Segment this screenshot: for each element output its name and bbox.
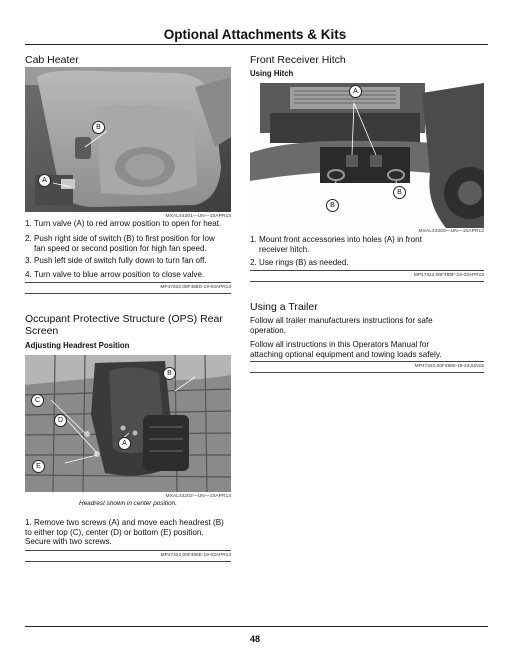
callout-b: B bbox=[163, 367, 176, 380]
cab-heater-photo bbox=[25, 67, 231, 212]
ops-screen-title: Occupant Protective Structure (OPS) Rear Screen bbox=[25, 313, 223, 337]
cab-heater-image-caption: MXAL44201—UN—10APR13 bbox=[165, 214, 231, 219]
ops-divider bbox=[25, 550, 231, 551]
ops-end-rule bbox=[25, 561, 231, 562]
trailer-para-1: Follow all trailer manufacturers instructions for safe operation. bbox=[250, 316, 433, 335]
trailer-para-2: Follow all instructions in this Operators Manual for attaching optional equipment and towing loads safely. bbox=[250, 340, 442, 359]
page-title: Optional Attachments & Kits bbox=[163, 27, 347, 42]
front-hitch-divider bbox=[250, 270, 484, 271]
cab-heater-step-4: 4. Turn valve to blue arrow position to close valve. bbox=[25, 270, 205, 279]
callout-a: A bbox=[349, 85, 362, 98]
callout-c: C bbox=[31, 394, 44, 407]
front-hitch-ref: MP47322,00F485F-19-03APR13 bbox=[413, 273, 484, 278]
callout-b: B bbox=[393, 186, 406, 199]
cab-heater-ref: MP47322,00F485D-19-03APR13 bbox=[160, 285, 231, 290]
cab-heater-title: Cab Heater bbox=[25, 54, 79, 66]
page-number: 48 bbox=[249, 634, 260, 644]
ops-image-subcaption: Headrest shown in center position. bbox=[78, 500, 178, 507]
trailer-title: Using a Trailer bbox=[250, 301, 318, 313]
callout-a: A bbox=[118, 437, 131, 450]
front-hitch-step-2: 2. Use rings (B) as needed. bbox=[250, 258, 349, 267]
callout-b: B bbox=[326, 199, 339, 212]
front-hitch-photo bbox=[250, 83, 484, 228]
cab-heater-end-rule bbox=[25, 293, 231, 294]
front-hitch-title: Front Receiver Hitch bbox=[250, 54, 346, 66]
trailer-end-rule bbox=[250, 372, 484, 373]
callout-b: B bbox=[92, 121, 105, 134]
ops-instruction: 1. Remove two screws (A) and move each headrest (B) to either top (C), center (D) or bottom (E) position. Secure with two screws. bbox=[25, 518, 224, 547]
cab-heater-step-1: 1. Turn valve (A) to red arrow position to open for heat. bbox=[25, 219, 222, 228]
callout-a: A bbox=[38, 174, 51, 187]
trailer-ref: MP47322,00F4860-19-23JUN15 bbox=[414, 364, 484, 369]
ops-image-caption: MXAL44202—UN—10APR13 bbox=[165, 494, 231, 499]
ops-screen-subtitle: Adjusting Headrest Position bbox=[25, 341, 130, 350]
front-hitch-image-caption: MXAL44200—UN—10APR13 bbox=[418, 229, 484, 234]
cab-heater-step-3: 3. Push left side of switch fully down to turn fan off. bbox=[25, 256, 207, 265]
front-hitch-step-1: 1. Mount front accessories into holes (A) in front receiver hitch. bbox=[250, 235, 422, 254]
callout-d: D bbox=[54, 414, 67, 427]
cab-heater-divider bbox=[25, 282, 231, 283]
trailer-divider bbox=[250, 361, 484, 362]
cab-heater-step-2: 2. Push right side of switch (B) to first position for low fan speed or second position for high fan speed. bbox=[25, 234, 215, 253]
front-hitch-subtitle: Using Hitch bbox=[250, 69, 294, 78]
ops-ref: MP47322,00F485E-19-03APR13 bbox=[160, 553, 231, 558]
front-hitch-end-rule bbox=[250, 281, 484, 282]
title-divider bbox=[25, 44, 488, 45]
callout-e: E bbox=[32, 460, 45, 473]
footer-divider bbox=[25, 626, 488, 627]
